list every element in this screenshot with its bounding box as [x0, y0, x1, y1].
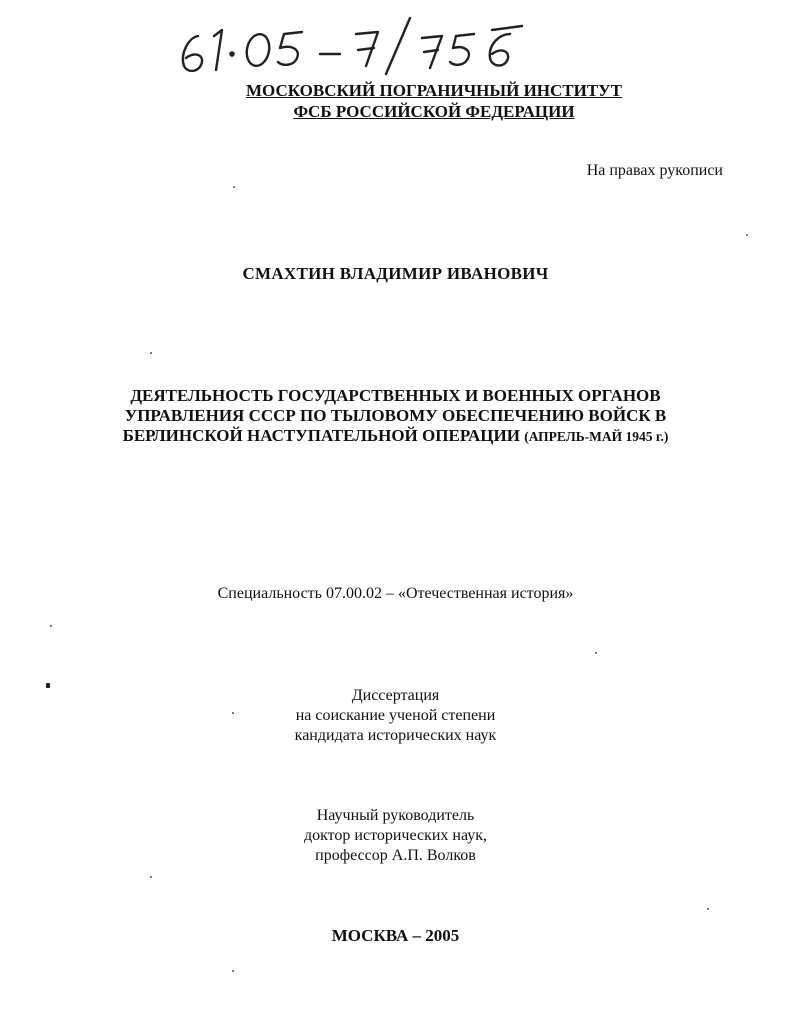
specialty-line: Специальность 07.00.02 – «Отечественная история» [217, 585, 574, 602]
scan-speck [150, 876, 152, 878]
scan-speck [232, 712, 234, 714]
title-line-3-main: БЕРЛИНСКОЙ НАСТУПАТЕЛЬНОЙ ОПЕРАЦИИ [122, 426, 520, 445]
degree-line-3: кандидата исторических наук [294, 727, 497, 744]
title-line-2: УПРАВЛЕНИЯ СССР ПО ТЫЛОВОМУ ОБЕСПЕЧЕНИЮ ВОЙСК В [124, 406, 667, 425]
degree-line-2: на соискание ученой степени [295, 707, 496, 724]
manuscript-rights-note: На правах рукописи [586, 162, 723, 179]
scan-speck [746, 234, 748, 236]
institution-header [236, 80, 632, 122]
scan-speck [233, 186, 235, 188]
title-date-range: (АПРЕЛЬ-МАЙ 1945 г.) [524, 429, 669, 444]
scan-speck [707, 908, 709, 910]
degree-block [0, 686, 791, 746]
author-name: СМАХТИН ВЛАДИМИР ИВАНОВИЧ [242, 264, 549, 283]
title-line-1: ДЕЯТЕЛЬНОСТЬ ГОСУДАРСТВЕННЫХ И ВОЕННЫХ ОРГАНОВ [130, 386, 661, 405]
advisor-line-2: доктор исторических наук, [303, 827, 488, 844]
advisor-block [0, 806, 791, 866]
advisor-line-3: профессор А.П. Волков [315, 847, 476, 864]
scan-speck [232, 970, 234, 972]
handwritten-code-drawing [170, 14, 540, 76]
institution-line-2: ФСБ РОССИЙСКОЙ ФЕДЕРАЦИИ [293, 102, 575, 121]
advisor-line-1: Научный руководитель [316, 807, 475, 824]
institution-line-1: МОСКОВСКИЙ ПОГРАНИЧНЫЙ ИНСТИТУТ [245, 81, 623, 100]
title-line-3 [0, 426, 791, 447]
handwritten-archive-code [170, 14, 540, 76]
scan-speck [150, 352, 152, 354]
scan-speck [595, 652, 597, 654]
dissertation-title [0, 386, 791, 447]
city-year: МОСКВА – 2005 [331, 926, 460, 945]
degree-line-1: Диссертация [351, 687, 440, 704]
scan-speck [46, 683, 50, 688]
scan-speck [50, 625, 52, 627]
